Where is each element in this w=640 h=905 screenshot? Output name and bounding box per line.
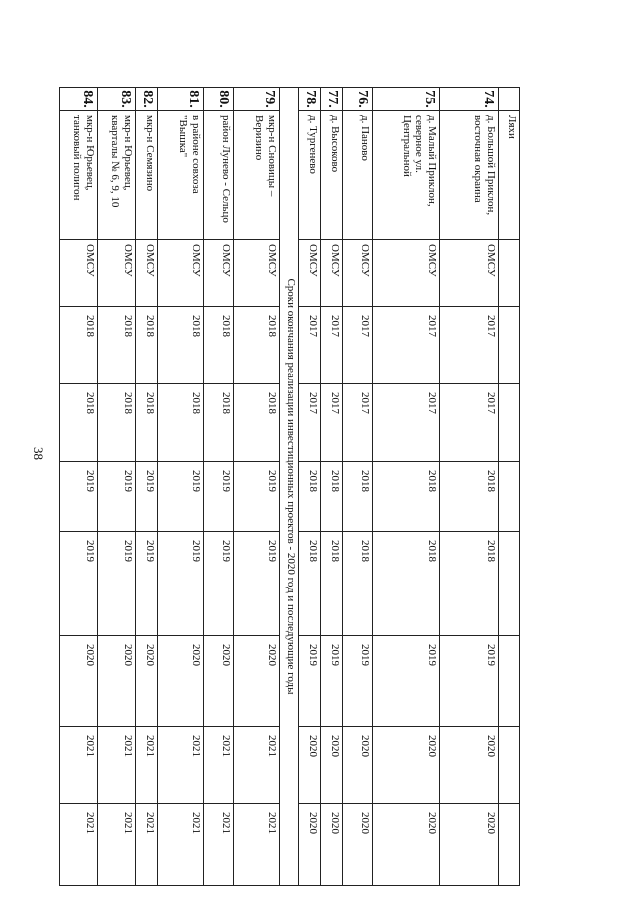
year-cell: 2020: [373, 727, 440, 804]
table-row: [234, 88, 280, 886]
location-name: д. Паново: [343, 111, 373, 240]
year-cell: 2020: [343, 727, 373, 804]
year-cell: 2020: [136, 636, 158, 727]
row-number: 79.: [234, 88, 280, 111]
row-number: 83.: [98, 88, 136, 111]
empty-cell: [499, 307, 520, 384]
responsible-cell: ОМСУ: [321, 240, 343, 307]
projects-table: [59, 87, 520, 886]
year-cell: 2020: [299, 727, 321, 804]
year-cell: 2020: [299, 804, 321, 886]
year-cell: 2017: [373, 384, 440, 462]
year-cell: 2018: [440, 532, 499, 636]
year-cell: 2019: [234, 532, 280, 636]
table-row: [440, 88, 499, 886]
year-cell: 2019: [440, 636, 499, 727]
responsible-cell: ОМСУ: [440, 240, 499, 307]
year-cell: 2020: [234, 636, 280, 727]
year-cell: 2018: [299, 462, 321, 532]
empty-cell: [499, 240, 520, 307]
section-title: Сроки окончания реализации инвестиционных проектов - 2020 год и последующие годы: [280, 88, 299, 886]
year-cell: 2019: [321, 636, 343, 727]
year-cell: 2020: [440, 804, 499, 886]
year-cell: 2018: [136, 307, 158, 384]
year-cell: 2018: [158, 307, 204, 384]
year-cell: 2018: [373, 462, 440, 532]
year-cell: 2020: [98, 636, 136, 727]
empty-cell: [499, 804, 520, 886]
year-cell: 2017: [373, 307, 440, 384]
row-number: 81.: [158, 88, 204, 111]
year-cell: 2019: [158, 462, 204, 532]
empty-cell: [499, 462, 520, 532]
table-row: [321, 88, 343, 886]
year-cell: 2018: [373, 532, 440, 636]
year-cell: 2018: [98, 384, 136, 462]
responsible-cell: ОМСУ: [98, 240, 136, 307]
year-cell: 2021: [234, 804, 280, 886]
table-row: [204, 88, 234, 886]
row-number: 76.: [343, 88, 373, 111]
year-cell: 2019: [234, 462, 280, 532]
responsible-cell: ОМСУ: [136, 240, 158, 307]
section-header-row: [280, 88, 299, 886]
location-name: д. Большой Приклон, восточная окраина: [440, 111, 499, 240]
empty-cell: [499, 636, 520, 727]
table-row: [98, 88, 136, 886]
location-name: мкр-н Юрьевец, кварталы № 6, 9, 10: [98, 111, 136, 240]
row-number: 82.: [136, 88, 158, 111]
year-cell: 2018: [321, 532, 343, 636]
year-cell: 2018: [299, 532, 321, 636]
year-cell: 2019: [136, 532, 158, 636]
year-cell: 2018: [440, 462, 499, 532]
table-row: [60, 88, 98, 886]
year-cell: 2018: [343, 532, 373, 636]
year-cell: 2020: [321, 804, 343, 886]
year-cell: 2017: [299, 307, 321, 384]
year-cell: 2017: [343, 307, 373, 384]
year-cell: 2020: [343, 804, 373, 886]
year-cell: 2017: [343, 384, 373, 462]
year-cell: 2019: [98, 532, 136, 636]
year-cell: 2021: [204, 727, 234, 804]
location-name: район Лунево - Сельцо: [204, 111, 234, 240]
year-cell: 2020: [373, 804, 440, 886]
table-row: [343, 88, 373, 886]
group-header-row: [499, 88, 520, 886]
location-name: д. Тургенево: [299, 111, 321, 240]
location-name: мкр-н Юрьевец, танковый полигон: [60, 111, 98, 240]
year-cell: 2021: [136, 804, 158, 886]
year-cell: 2017: [299, 384, 321, 462]
year-cell: 2019: [204, 532, 234, 636]
empty-cell: [499, 384, 520, 462]
year-cell: 2021: [204, 804, 234, 886]
year-cell: 2018: [321, 462, 343, 532]
year-cell: 2020: [321, 727, 343, 804]
year-cell: 2021: [234, 727, 280, 804]
year-cell: 2018: [234, 384, 280, 462]
table-row: [158, 88, 204, 886]
year-cell: 2018: [98, 307, 136, 384]
row-number: 80.: [204, 88, 234, 111]
year-cell: 2018: [343, 462, 373, 532]
row-number: 84.: [60, 88, 98, 111]
year-cell: 2018: [204, 307, 234, 384]
rotated-table-wrapper: [71, 87, 520, 854]
year-cell: 2018: [234, 307, 280, 384]
row-number: 75.: [373, 88, 440, 111]
year-cell: 2019: [60, 462, 98, 532]
location-name: мкр-н Семязино: [136, 111, 158, 240]
year-cell: 2018: [60, 384, 98, 462]
year-cell: 2020: [440, 727, 499, 804]
table-row: [299, 88, 321, 886]
empty-cell: [499, 727, 520, 804]
responsible-cell: ОМСУ: [60, 240, 98, 307]
year-cell: 2021: [60, 727, 98, 804]
responsible-cell: ОМСУ: [158, 240, 204, 307]
group-label-cell: Ляхи: [499, 111, 520, 240]
year-cell: 2019: [136, 462, 158, 532]
location-name: мкр-н Сновицы – Веризино: [234, 111, 280, 240]
row-number: 77.: [321, 88, 343, 111]
year-cell: 2021: [60, 804, 98, 886]
year-cell: 2019: [60, 532, 98, 636]
year-cell: 2018: [60, 307, 98, 384]
year-cell: 2021: [136, 727, 158, 804]
responsible-cell: ОМСУ: [234, 240, 280, 307]
year-cell: 2020: [158, 636, 204, 727]
year-cell: 2020: [60, 636, 98, 727]
location-name: в районе совхоза "Вышка": [158, 111, 204, 240]
year-cell: 2018: [158, 384, 204, 462]
year-cell: 2017: [440, 384, 499, 462]
page-number: 38: [31, 447, 46, 460]
location-name: д. Малый Приклон, северное ул. Центральной: [373, 111, 440, 240]
location-name: д. Высоково: [321, 111, 343, 240]
year-cell: 2017: [440, 307, 499, 384]
year-cell: 2021: [98, 727, 136, 804]
table-row: [136, 88, 158, 886]
year-cell: 2019: [204, 462, 234, 532]
responsible-cell: ОМСУ: [299, 240, 321, 307]
empty-cell: [499, 532, 520, 636]
year-cell: 2017: [321, 307, 343, 384]
row-number: 78.: [299, 88, 321, 111]
year-cell: 2020: [204, 636, 234, 727]
year-cell: 2019: [98, 462, 136, 532]
table-row: [373, 88, 440, 886]
year-cell: 2019: [158, 532, 204, 636]
year-cell: 2021: [158, 804, 204, 886]
group-number-cell: [499, 88, 520, 111]
year-cell: 2019: [343, 636, 373, 727]
year-cell: 2021: [158, 727, 204, 804]
row-number: 74.: [440, 88, 499, 111]
year-cell: 2018: [204, 384, 234, 462]
responsible-cell: ОМСУ: [343, 240, 373, 307]
year-cell: 2017: [321, 384, 343, 462]
year-cell: 2021: [98, 804, 136, 886]
year-cell: 2018: [136, 384, 158, 462]
responsible-cell: ОМСУ: [373, 240, 440, 307]
year-cell: 2019: [299, 636, 321, 727]
responsible-cell: ОМСУ: [204, 240, 234, 307]
year-cell: 2019: [373, 636, 440, 727]
